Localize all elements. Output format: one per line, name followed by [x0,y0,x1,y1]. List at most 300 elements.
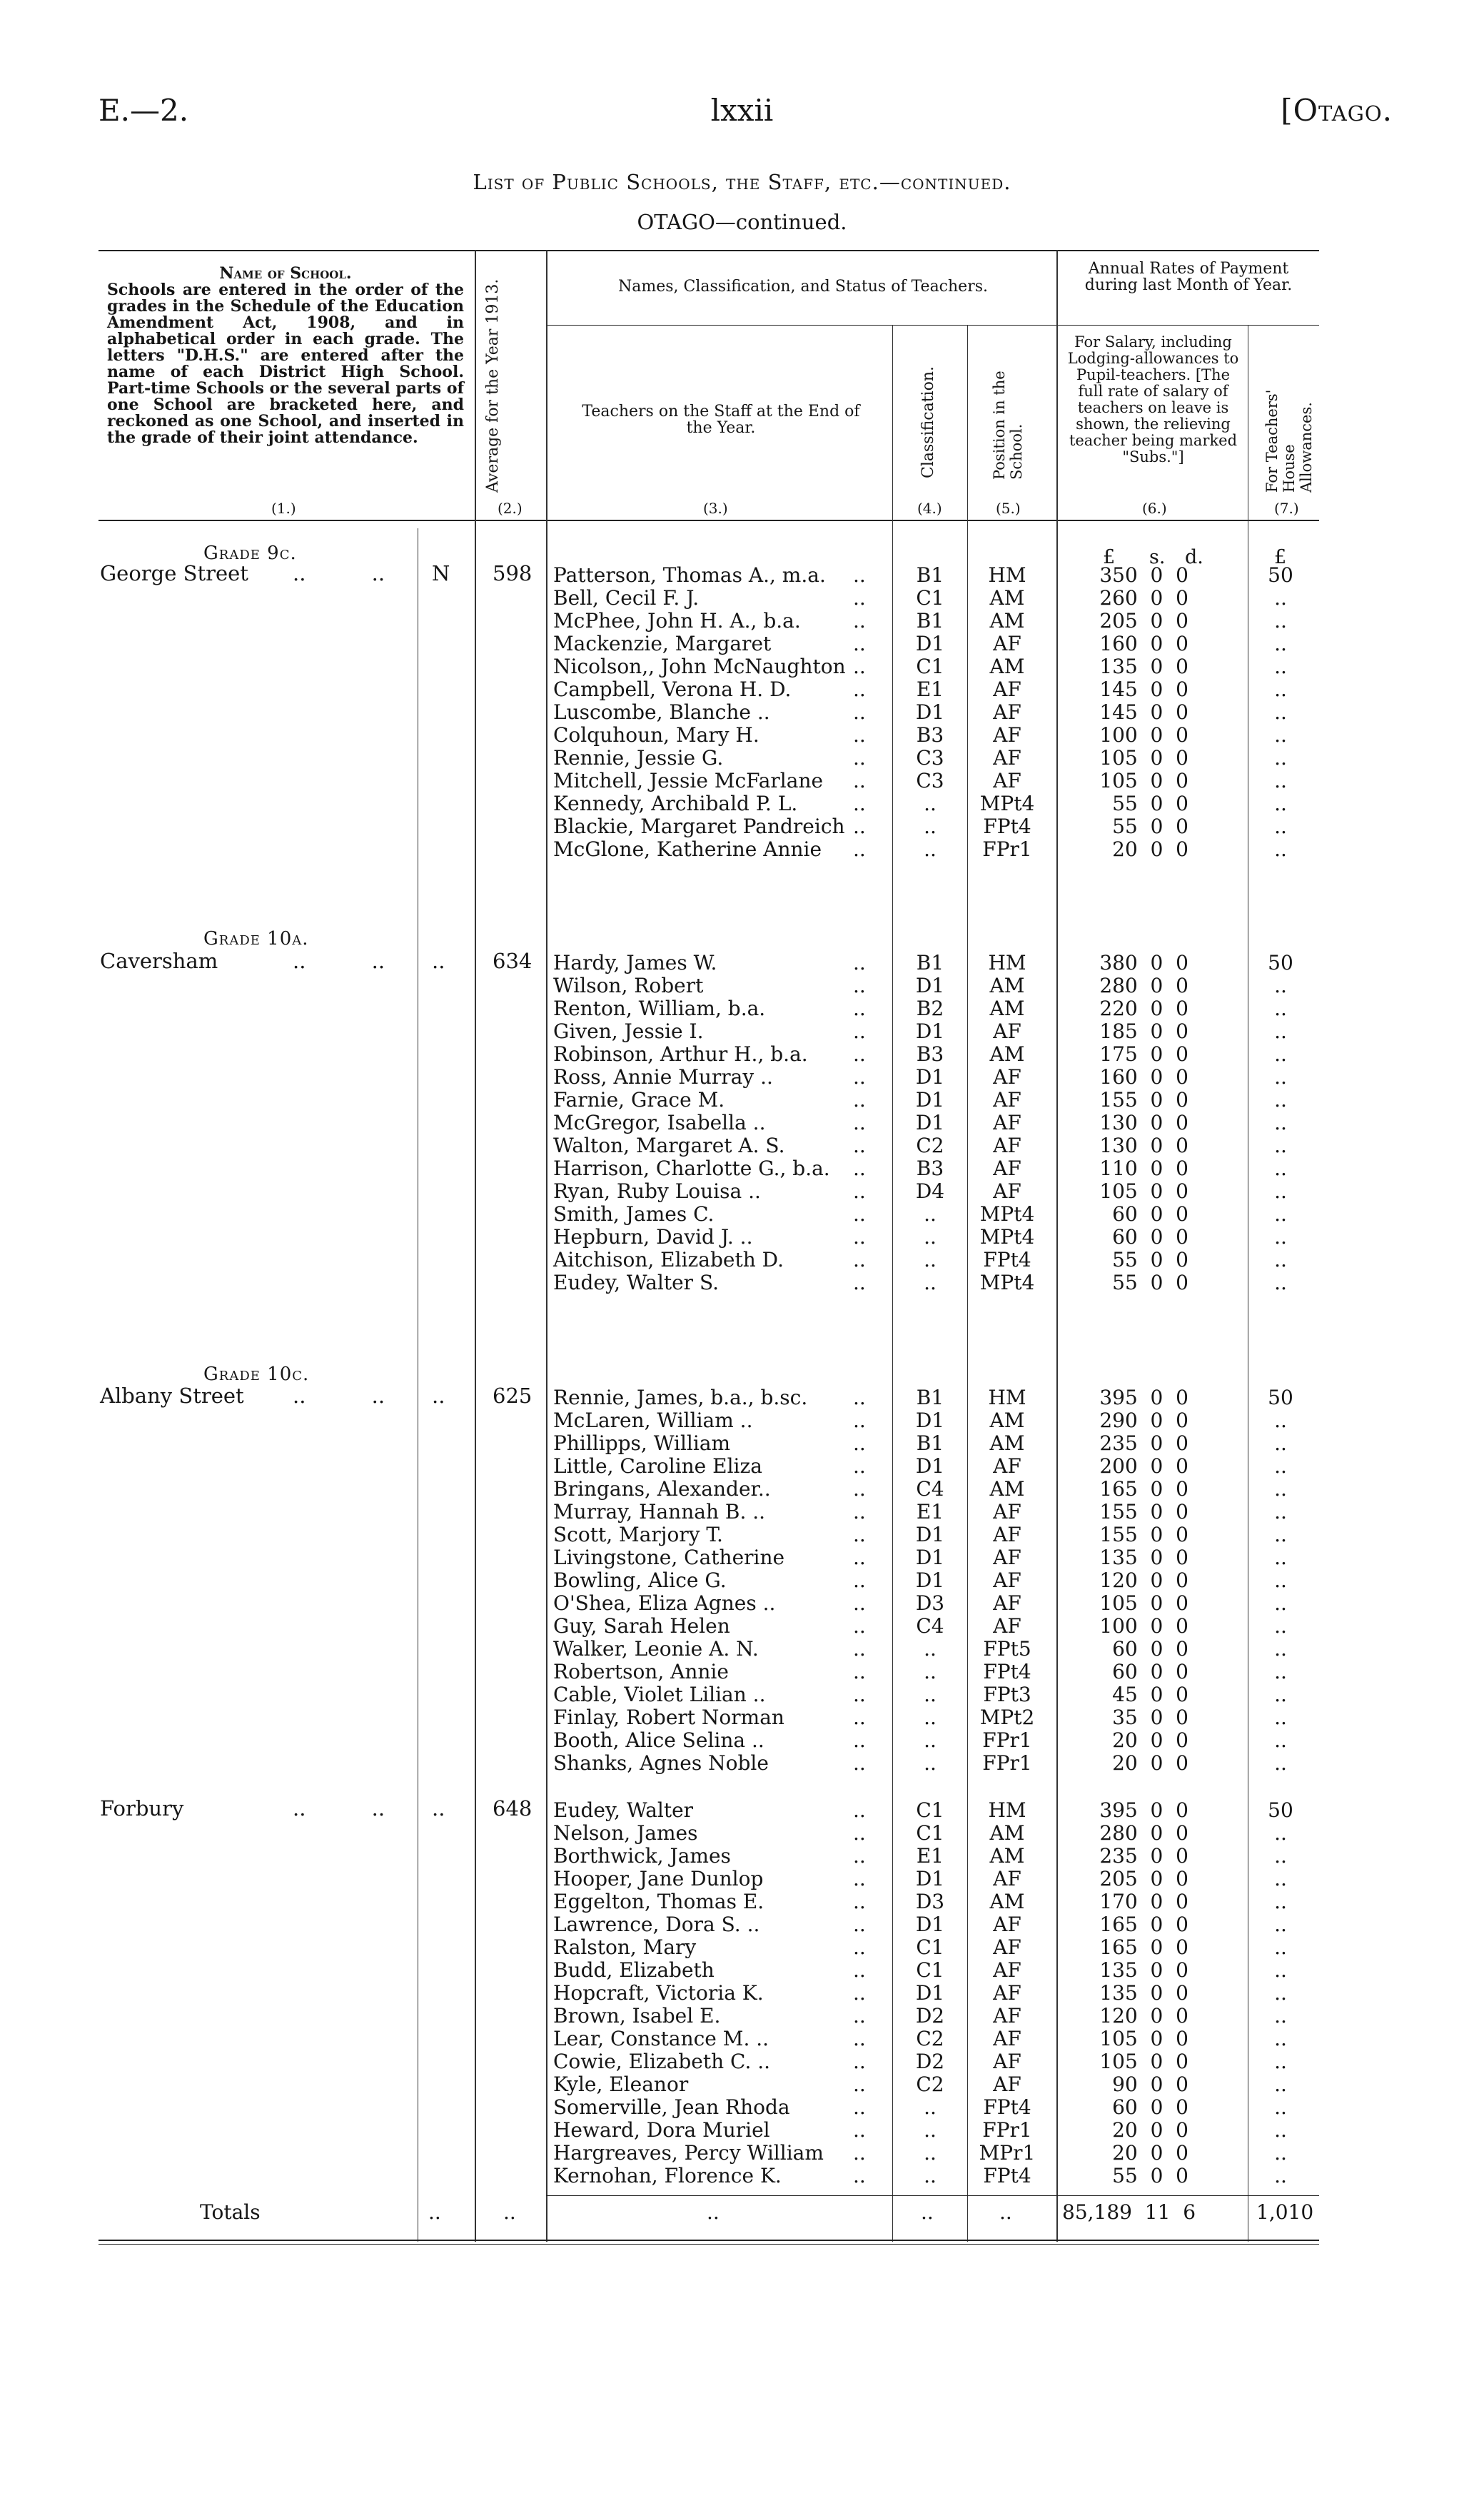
page-subtitle: OTAGO—continued. [637,210,847,234]
teacher-row [0,2165,1484,2187]
teacher-house-allowance: .. [1274,1935,1287,1959]
col4-header: Classification. [919,366,937,478]
col2-header: Average for the Year 1913. [484,278,502,493]
teacher-row [0,564,1484,587]
teacher-classification: D1 [915,1913,945,1936]
teacher-row [0,1409,1484,1432]
teacher-classification: C2 [916,2027,944,2050]
teacher-salary: 155 0 0 [1099,1500,1188,1524]
colnum-2: (2.) [498,500,523,517]
teacher-house-allowance: .. [1274,1065,1287,1089]
teacher-position: AF [993,1867,1021,1890]
teacher-name: Phillipps, William [553,1431,731,1455]
leader-dots: .. [853,1134,866,1157]
leader-dots: .. [853,1568,866,1592]
teacher-classification: C1 [916,586,944,610]
leader-dots: .. [853,815,866,838]
teacher-row [0,701,1484,724]
teacher-salary: 165 0 0 [1099,1913,1188,1936]
teacher-row [0,1913,1484,1936]
teacher-name: Guy, Sarah Helen [553,1614,730,1638]
leader-dots: .. .. [293,1796,385,1820]
teacher-name: Lear, Constance M. .. [553,2027,769,2050]
teacher-position: AF [993,723,1021,747]
teacher-salary: 145 0 0 [1099,678,1188,701]
teacher-classification: .. [924,1271,937,1294]
colnum-4: (4.) [917,500,942,517]
teacher-house-allowance: .. [1274,2141,1287,2165]
teacher-salary: 380 0 0 [1099,951,1188,975]
teacher-house-allowance: .. [1274,1706,1287,1729]
leader-dots: .. [853,2164,866,2187]
school-mark: N [432,561,450,585]
teacher-name: Harrison, Charlotte G., b.a. [553,1157,830,1180]
teacher-row [0,815,1484,838]
teacher-house-allowance: .. [1274,1225,1287,1249]
teacher-classification: E1 [916,1500,944,1524]
leader-dots: .. [853,2141,866,2165]
teacher-row [0,1134,1484,1157]
teacher-classification: .. [924,1637,937,1661]
leader-dots: .. [853,2073,866,2096]
teacher-classification: D1 [915,1111,945,1134]
teacher-name: McLaren, William .. [553,1409,753,1432]
teacher-row [0,2005,1484,2028]
teacher-name: Murray, Hannah B. .. [553,1500,766,1524]
leader-dots: .. [853,1409,866,1432]
teacher-house-allowance: .. [1274,655,1287,678]
teacher-salary: 205 0 0 [1099,609,1188,633]
teacher-salary: 20 0 0 [1112,2141,1188,2165]
teacher-row [0,1959,1484,1982]
leader-dots: .. [853,1157,866,1180]
teacher-house-allowance: .. [1274,1500,1287,1524]
totals-label: Totals [200,2200,261,2224]
teacher-name: Robertson, Annie [553,1660,729,1683]
teacher-house-allowance: .. [1274,1660,1287,1683]
teacher-position: FPt4 [983,2095,1031,2119]
leader-dots: .. [853,1088,866,1112]
teacher-name: Renton, William, b.a. [553,997,766,1020]
leader-dots: .. [853,1523,866,1546]
teacher-row [0,1089,1484,1112]
teacher-position: FPt5 [983,1637,1031,1661]
leader-dots: .. [853,837,866,861]
teacher-house-allowance: .. [1274,1913,1287,1936]
school-mark: .. [432,1796,445,1820]
teacher-position: AM [989,586,1025,610]
teacher-classification: C2 [916,1134,944,1157]
teacher-position: AF [993,769,1021,792]
teacher-classification: D1 [915,1454,945,1478]
teacher-position: AF [993,1157,1021,1180]
teacher-classification: D1 [915,974,945,997]
teacher-name: Hargreaves, Percy William [553,2141,824,2165]
teacher-row [0,1112,1484,1134]
teacher-row [0,1752,1484,1775]
teacher-position: AM [989,655,1025,678]
leader-dots: .. [853,1042,866,1066]
teacher-position: AF [993,2073,1021,2096]
teacher-classification: .. [924,1202,937,1226]
teacher-house-allowance: .. [1274,2027,1287,2050]
leader-dots: .. [853,1935,866,1959]
teacher-classification: D1 [915,1546,945,1569]
teacher-classification: E1 [916,678,944,701]
teacher-house-allowance: 50 [1268,1386,1293,1409]
teacher-classification: .. [924,1751,937,1775]
school-average: 634 [493,949,532,973]
teacher-salary: 110 0 0 [1099,1157,1188,1180]
leader-dots: .. [853,1546,866,1569]
teacher-house-allowance: .. [1274,746,1287,770]
teacher-house-allowance: .. [1274,974,1287,997]
leader-dots: .. [853,1798,866,1822]
teacher-name: Hardy, James W. [553,951,717,975]
teacher-salary: 235 0 0 [1099,1844,1188,1868]
school-average: 648 [493,1796,532,1820]
col3-header: Teachers on the Staff at the End of the Year. [582,403,860,437]
teacher-salary: 165 0 0 [1099,1935,1188,1959]
teacher-salary: 160 0 0 [1099,1065,1188,1089]
teacher-classification: D1 [915,1981,945,2005]
leader-dots: .. [853,1751,866,1775]
leader-dots: .. [853,1683,866,1706]
teacher-salary: 170 0 0 [1099,1890,1188,1913]
teacher-salary: 260 0 0 [1099,586,1188,610]
teacher-house-allowance: .. [1274,1591,1287,1615]
teacher-house-allowance: 50 [1268,563,1293,587]
teacher-position: AF [993,632,1021,655]
leader-dots: .. [853,1019,866,1043]
teacher-house-allowance: .. [1274,1568,1287,1592]
teacher-position: MPt2 [979,1706,1035,1729]
teacher-position: AF [993,700,1021,724]
teacher-row [0,1936,1484,1959]
teacher-name: Somerville, Jean Rhoda [553,2095,790,2119]
teacher-name: Walker, Leonie A. N. [553,1637,759,1661]
teacher-name: Farnie, Grace M. [553,1088,725,1112]
teacher-classification: D1 [915,1088,945,1112]
teacher-classification: E1 [916,1844,944,1868]
teacher-row [0,1066,1484,1089]
totals-class: .. [921,2200,934,2224]
group-names-header: Names, Classification, and Status of Teachers. [618,278,988,296]
leader-dots: .. [853,1660,866,1683]
leader-dots: .. [853,792,866,815]
colnum-1: (1.) [271,500,296,517]
school-mark: .. [432,1384,445,1408]
teacher-house-allowance: .. [1274,2050,1287,2073]
teacher-salary: 90 0 0 [1112,2073,1188,2096]
teacher-house-allowance: .. [1274,1431,1287,1455]
teacher-position: AF [993,1523,1021,1546]
teacher-position: AF [993,2004,1021,2028]
teacher-position: HM [988,951,1026,975]
teacher-house-allowance: 50 [1268,951,1293,975]
teacher-position: AF [993,1179,1021,1203]
leader-dots: .. [853,2050,866,2073]
teacher-name: Patterson, Thomas A., m.a. [553,563,826,587]
teacher-house-allowance: .. [1274,815,1287,838]
teacher-name: Eudey, Walter [553,1798,694,1822]
teacher-salary: 105 0 0 [1099,2050,1188,2073]
group-pay-header: Annual Rates of Payment during last Month of Year. [1084,260,1293,294]
teacher-name: Smith, James C. [553,1202,715,1226]
teacher-salary: 20 0 0 [1112,837,1188,861]
currency-house-pounds: £ [1274,546,1287,568]
teacher-name: Campbell, Verona H. D. [553,678,792,701]
leader-dots: .. [853,2004,866,2028]
teacher-salary: 100 0 0 [1099,1614,1188,1638]
teacher-house-allowance: .. [1274,1890,1287,1913]
teacher-name: Wilson, Robert [553,974,704,997]
currency-pence: d. [1185,546,1203,568]
teacher-salary: 45 0 0 [1112,1683,1188,1706]
teacher-position: AF [993,1614,1021,1638]
teacher-salary: 55 0 0 [1112,2164,1188,2187]
leader-dots: .. [853,1821,866,1845]
teacher-row [0,1180,1484,1203]
teacher-row [0,1890,1484,1913]
teacher-row [0,1020,1484,1043]
teacher-classification: D1 [915,632,945,655]
teacher-house-allowance: .. [1274,632,1287,655]
col7-header: For Teachers' House Allowances. [1263,389,1315,493]
teacher-row [0,724,1484,747]
teacher-salary: 55 0 0 [1112,1271,1188,1294]
leader-dots: .. [853,1844,866,1868]
teacher-classification: B3 [916,723,944,747]
teacher-house-allowance: .. [1274,586,1287,610]
teacher-house-allowance: .. [1274,1202,1287,1226]
teacher-classification: C3 [916,769,944,792]
teacher-classification: B1 [916,1431,944,1455]
leader-dots: .. [853,974,866,997]
leader-dots: .. [853,586,866,610]
teacher-salary: 60 0 0 [1112,1225,1188,1249]
teacher-house-allowance: .. [1274,1958,1287,1982]
teacher-name: Rennie, James, b.a., b.sc. [553,1386,808,1409]
teacher-name: Little, Caroline Eliza [553,1454,762,1478]
teacher-position: AF [993,1568,1021,1592]
totals-names: .. [707,2200,720,2224]
leader-dots: .. [853,1500,866,1524]
teacher-house-allowance: .. [1274,769,1287,792]
leader-dots: .. [853,1890,866,1913]
teacher-salary: 60 0 0 [1112,1637,1188,1661]
teacher-house-allowance: .. [1274,1637,1287,1661]
teacher-row [0,1524,1484,1546]
teacher-salary: 120 0 0 [1099,1568,1188,1592]
teacher-house-allowance: .. [1274,2164,1287,2187]
teacher-classification: B1 [916,1386,944,1409]
teacher-name: Bringans, Alexander.. [553,1477,771,1501]
teacher-house-allowance: .. [1274,1042,1287,1066]
teacher-position: HM [988,1386,1026,1409]
teacher-salary: 130 0 0 [1099,1134,1188,1157]
leader-dots: .. [853,1111,866,1134]
leader-dots: .. [853,1614,866,1638]
table-bottom-rule [99,2240,1319,2241]
teacher-house-allowance: .. [1274,1111,1287,1134]
teacher-row [0,997,1484,1020]
teacher-row [0,1501,1484,1524]
teacher-row [0,2028,1484,2050]
teacher-name: Finlay, Robert Norman [553,1706,784,1729]
leader-dots: .. [853,1637,866,1661]
teacher-row [0,770,1484,792]
teacher-row [0,1203,1484,1226]
teacher-house-allowance: .. [1274,1157,1287,1180]
page-code: E.—2. [99,93,189,128]
leader-dots: .. .. [293,561,385,585]
teacher-house-allowance: .. [1274,1248,1287,1271]
teacher-position: FPt4 [983,1660,1031,1683]
school-average: 625 [493,1384,532,1408]
teacher-position: AF [993,1454,1021,1478]
totals-mark: .. [428,2200,441,2224]
teacher-salary: 105 0 0 [1099,746,1188,770]
teacher-row [0,2073,1484,2096]
teacher-house-allowance: .. [1274,1271,1287,1294]
leader-dots: .. [853,563,866,587]
teacher-position: AM [989,997,1025,1020]
teacher-house-allowance: .. [1274,1409,1287,1432]
teacher-name: Cable, Violet Lilian .. [553,1683,766,1706]
teacher-row [0,633,1484,655]
teacher-salary: 165 0 0 [1099,1477,1188,1501]
leader-dots: .. [853,700,866,724]
teacher-name: Walton, Margaret A. S. [553,1134,785,1157]
teacher-row [0,1569,1484,1592]
teacher-classification: D1 [915,700,945,724]
teacher-salary: 55 0 0 [1112,815,1188,838]
teacher-position: AF [993,1546,1021,1569]
teacher-house-allowance: .. [1274,1454,1287,1478]
teacher-house-allowance: .. [1274,1728,1287,1752]
teacher-classification: C1 [916,1798,944,1822]
teacher-house-allowance: .. [1274,1614,1287,1638]
teacher-salary: 20 0 0 [1112,1751,1188,1775]
leader-dots: .. [853,1981,866,2005]
totals-salary: 85,189 11 6 [1062,2200,1196,2224]
teacher-name: McPhee, John H. A., b.a. [553,609,801,633]
leader-dots: .. [853,1706,866,1729]
teacher-name: Blackie, Margaret Pandreich [553,815,845,838]
teacher-position: FPt3 [983,1683,1031,1706]
teacher-position: MPt4 [979,1225,1035,1249]
teacher-row [0,2142,1484,2165]
teacher-row [0,655,1484,678]
teacher-salary: 175 0 0 [1099,1042,1188,1066]
leader-dots: .. [853,723,866,747]
teacher-position: AF [993,1591,1021,1615]
leader-dots: .. [853,1225,866,1249]
teacher-classification: .. [924,792,937,815]
teacher-row [0,1455,1484,1478]
teacher-row [0,1157,1484,1180]
teacher-name: Nelson, James [553,1821,698,1845]
teacher-position: AM [989,1477,1025,1501]
teacher-position: AF [993,1913,1021,1936]
teacher-position: HM [988,563,1026,587]
teacher-house-allowance: .. [1274,700,1287,724]
teacher-row [0,747,1484,770]
teacher-classification: D1 [915,1065,945,1089]
teacher-position: AF [993,1111,1021,1134]
teacher-name: Ryan, Ruby Louisa .. [553,1179,761,1203]
teacher-salary: 105 0 0 [1099,1179,1188,1203]
teacher-name: McGregor, Isabella .. [553,1111,766,1134]
teacher-classification: .. [924,2095,937,2119]
teacher-classification: .. [924,2118,937,2142]
teacher-row [0,975,1484,997]
teacher-row [0,2119,1484,2142]
teacher-house-allowance: .. [1274,1867,1287,1890]
teacher-classification: D2 [915,2004,945,2028]
teacher-name: Brown, Isabel E. [553,2004,721,2028]
grade-label: Grade 10c. [203,1364,310,1385]
teacher-row [0,1226,1484,1249]
teacher-row [0,678,1484,701]
teacher-salary: 155 0 0 [1099,1088,1188,1112]
teacher-row [0,1729,1484,1752]
teacher-classification: D1 [915,1523,945,1546]
teacher-name: Rennie, Jessie G. [553,746,724,770]
leader-dots: .. [853,2095,866,2119]
teacher-position: FPr1 [982,1751,1032,1775]
teacher-name: Cowie, Elizabeth C. .. [553,2050,771,2073]
teacher-row [0,610,1484,633]
table-bottom-rule-2 [99,2244,1319,2245]
teacher-position: AF [993,2050,1021,2073]
teacher-salary: 60 0 0 [1112,1202,1188,1226]
teacher-house-allowance: .. [1274,1088,1287,1112]
school-name: George Street [100,561,248,585]
teacher-position: AM [989,1042,1025,1066]
teacher-house-allowance: .. [1274,1546,1287,1569]
teacher-position: FPt4 [983,815,1031,838]
teacher-position: AF [993,2027,1021,2050]
teacher-house-allowance: .. [1274,1821,1287,1845]
teacher-house-allowance: .. [1274,1844,1287,1868]
teacher-position: HM [988,1798,1026,1822]
school-name: Forbury [100,1796,184,1820]
teacher-house-allowance: .. [1274,2004,1287,2028]
teacher-name: Kernohan, Florence K. [553,2164,782,2187]
teacher-position: AM [989,609,1025,633]
totals-position: .. [999,2200,1012,2224]
grade-label: Grade 9c. [203,543,297,564]
teacher-name: Luscombe, Blanche .. [553,700,770,724]
teacher-name: Bowling, Alice G. [553,1568,727,1592]
teacher-name: Scott, Marjory T. [553,1523,723,1546]
col5-header: Position in the School. [991,371,1025,480]
teacher-salary: 130 0 0 [1099,1111,1188,1134]
teacher-row [0,1683,1484,1706]
teacher-house-allowance: .. [1274,678,1287,701]
teacher-name: Shanks, Agnes Noble [553,1751,769,1775]
school-name: Caversham [100,949,218,973]
teacher-name: Bell, Cecil F. J. [553,586,700,610]
teacher-position: AF [993,1958,1021,1982]
teacher-classification: B1 [916,563,944,587]
teacher-row [0,1868,1484,1890]
colnum-6: (6.) [1142,500,1167,517]
teacher-salary: 55 0 0 [1112,792,1188,815]
teacher-row [0,1615,1484,1638]
